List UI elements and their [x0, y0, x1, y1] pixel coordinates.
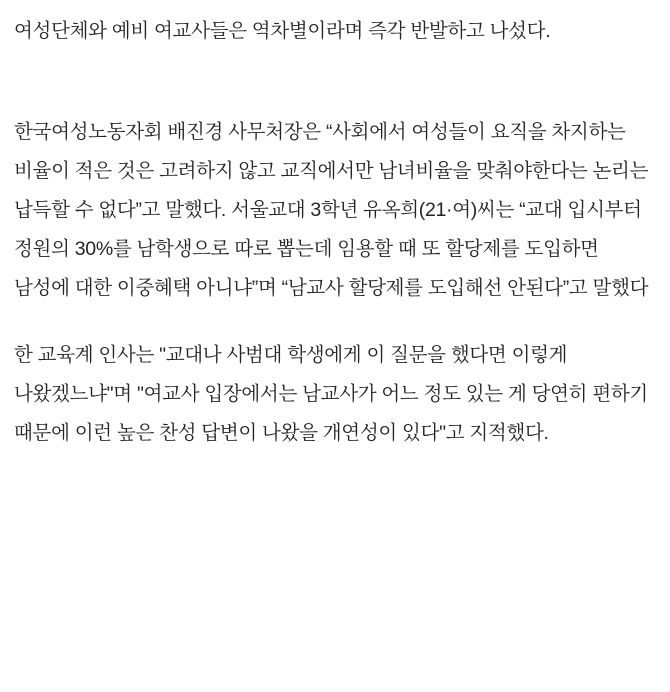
article-paragraph-3: 한 교육계 인사는 "교대나 사범대 학생에게 이 질문을 했다면 이렇게 나왔겠느냐"며 "여교사 입장에서는 남교사가 어느 정도 있는 게 당연히 편하기 때문에 이런 높은 찬성 답변이 나왔을 개연성이 있다"고 지적했다.: [14, 344, 648, 444]
paragraph-spacer-2: [14, 308, 656, 336]
article-paragraph-2: 한국여성노동자회 배진경 사무처장은 “사회에서 여성들이 요직을 차지하는 비율이 적은 것은 고려하지 않고 교직에서만 남녀비율을 맞춰야한다는 논리는 납득할 수 없다”고 말했다. 서울교대 3학년 유옥희(21·여)씨는 “교대 입시부터 정원의 30%를 남학생으로 따로 뽑는데 임용할 때 또 할당제를 도입하면 남성에 대한 이중혜택 아니냐”며 “남교사 할당제를 도입해선 안된다”고 말했다: [14, 121, 649, 299]
article-paragraph-1: 여성단체와 예비 여교사들은 역차별이라며 즉각 반발하고 나섰다.: [14, 20, 551, 42]
paragraph-spacer-1: [14, 51, 656, 113]
